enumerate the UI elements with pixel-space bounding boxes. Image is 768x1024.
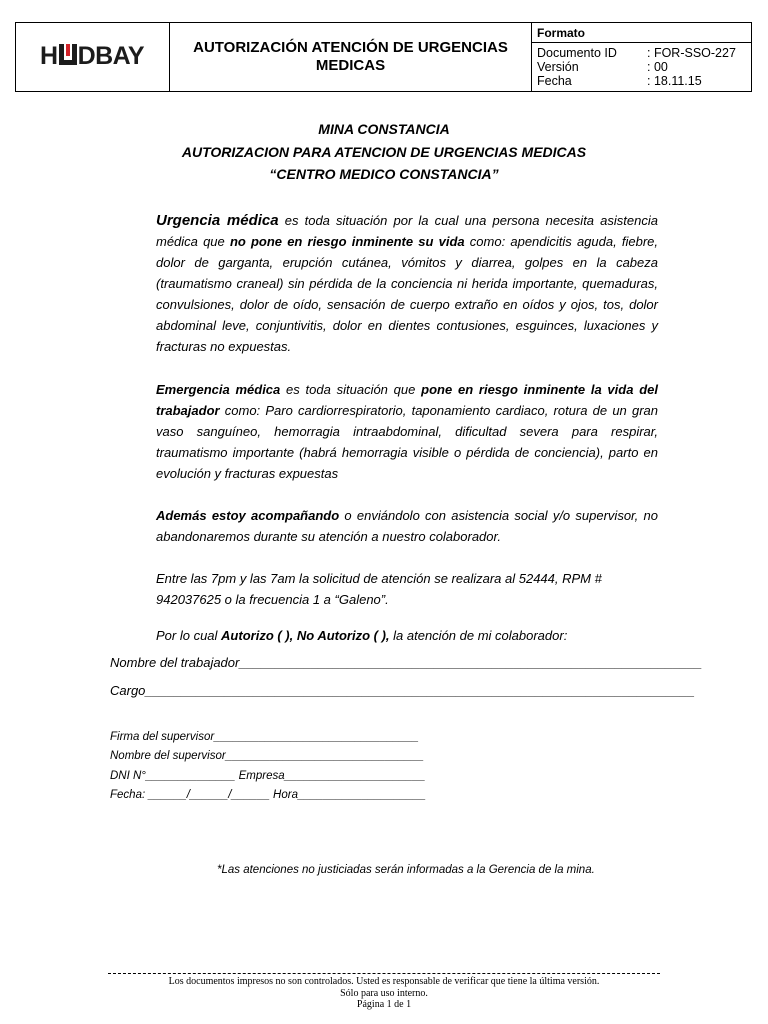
document-meta <box>532 23 751 91</box>
title-authorization: AUTORIZACION PARA ATENCION DE URGENCIAS MEDICAS <box>181 144 587 160</box>
footer-page: Página 1 de 1 <box>356 999 412 1010</box>
title-mine: MINA CONSTANCIA <box>318 121 450 137</box>
document-title: AUTORIZACIÓN ATENCIÓN DE URGENCIAS MEDICAS <box>170 23 532 91</box>
footer-internal: Sólo para uso interno. <box>340 988 428 999</box>
note-unjustified: *Las atenciones no justiciadas serán informadas a la Gerencia de la mina. <box>217 864 595 876</box>
format-label: Formato <box>532 23 751 43</box>
paragraph-emergencia: Emergencia médica es toda situación que pone en riesgo inminente la vida del trabajador como: Paro cardiorrespiratorio, taponamiento cardiaco, rotura de un gran vaso sanguíneo, hemorragia intraabdominal, dificultad severa para respirar, traumatismo importante (habrá hemorragia visible o pérdida de conciencia), parto en evolución y fracturas expuestas <box>156 382 658 481</box>
paragraph-urgencia: Urgencia médica es toda situación por la cual una persona necesita asistencia médica que no pone en riesgo inminente su vida como: apendicitis aguda, fiebre, dolor de garganta, erupción cutánea, vómitos y diarrea, golpes en la cabeza (traumatismo craneal) sin pérdida de la conciencia ni herida importante, quemaduras, convulsiones, dolor de oído, sensación de cuerpo extraño en oídos y ojos, tos, dolor abdominal leve, conjuntivitis, dolor en dientes contusiones, esguinces, luxaciones y fracturas no expuestas. <box>156 212 659 354</box>
hudbay-logo: H DBAY <box>40 42 145 70</box>
field-nombre-supervisor[interactable]: Nombre del supervisor_______________________________ <box>110 750 424 762</box>
field-cargo[interactable]: Cargo____________________________________________________________________________ <box>110 683 695 698</box>
meta-row-date: Fecha : 18.11.15 <box>537 74 702 88</box>
paragraph-horario: Entre las 7pm y las 7am la solicitud de atención se realizara al 52444, RPM # 942037625 o la frecuencia 1 a “Galeno”. <box>156 571 602 607</box>
logo-cell <box>16 23 170 91</box>
meta-row-version: Versión : 00 <box>537 60 668 74</box>
footer-disclaimer: Los documentos impresos no son controlados. Usted es responsable de verificar que tiene la última versión. <box>168 976 600 987</box>
field-fecha-hora[interactable]: Fecha: ______/______/______ Hora____________________ <box>110 789 426 801</box>
field-nombre-trabajador[interactable]: Nombre del trabajador________________________________________________________________ <box>110 655 703 670</box>
field-firma-supervisor[interactable]: Firma del supervisor________________________________ <box>110 731 419 743</box>
meta-row-id: Documento ID : FOR-SSO-227 <box>537 46 736 60</box>
field-dni-empresa[interactable]: DNI N°______________ Empresa______________________ <box>110 770 426 782</box>
document-header <box>15 22 752 92</box>
paragraph-acompanando: Además estoy acompañando o enviándolo con asistencia social y/o supervisor, no abandonaremos durante su atención a nuestro colaborador. <box>156 508 658 544</box>
footer-divider <box>108 973 660 974</box>
title-medical-center: “CENTRO MEDICO CONSTANCIA” <box>269 166 499 182</box>
paragraph-autoriza: Por lo cual Autorizo ( ), No Autorizo ( ), la atención de mi colaborador: <box>156 628 568 643</box>
